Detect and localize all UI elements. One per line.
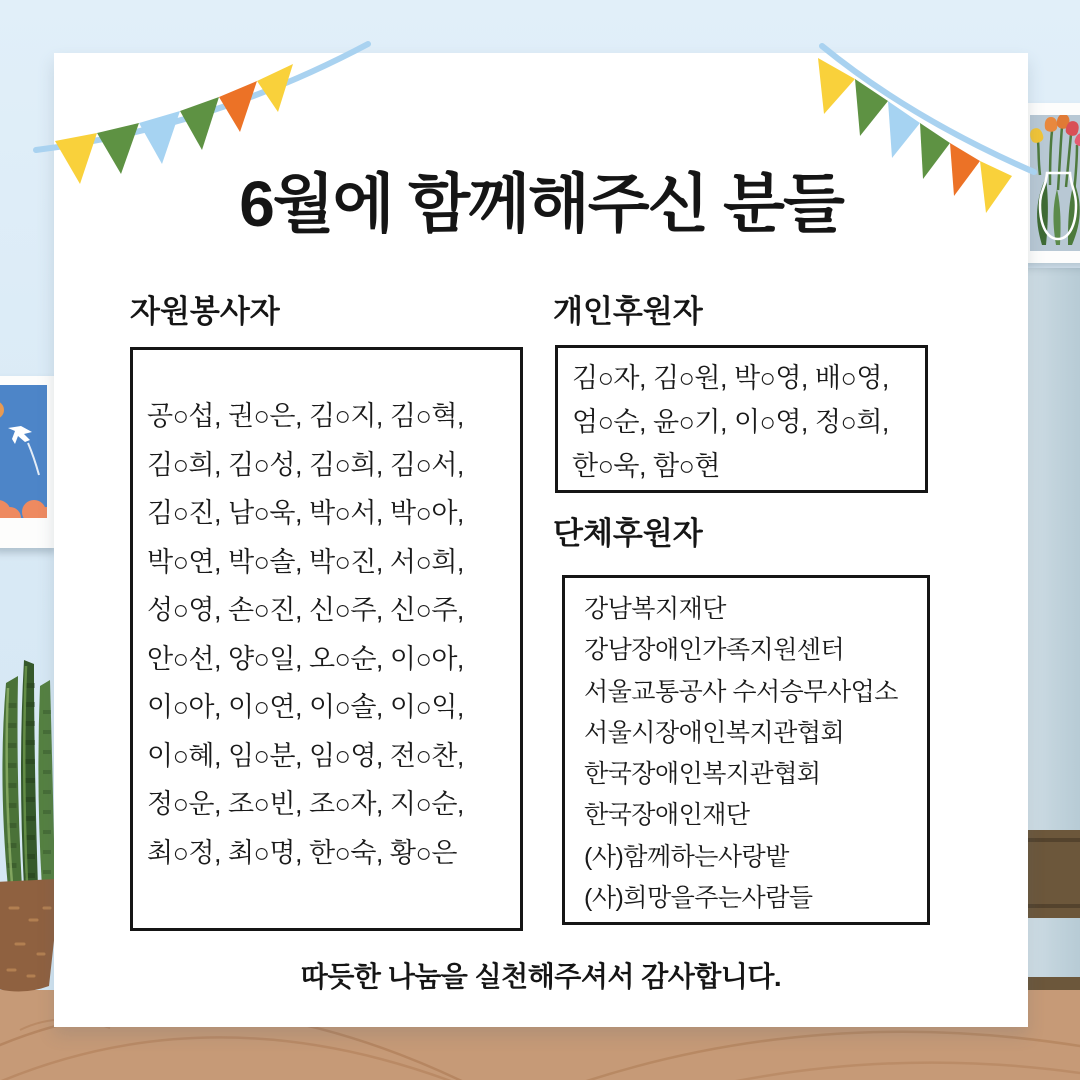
volunteer-name-line: 최○정, 최○명, 한○숙, 황○은 bbox=[147, 837, 457, 868]
airplane-illustration bbox=[0, 385, 47, 518]
cabinet-band-line bbox=[1028, 838, 1080, 842]
individual-sponsor-line: 엄○순, 윤○기, 이○영, 정○희, bbox=[572, 407, 889, 437]
volunteer-name-line: 이○혜, 임○분, 임○영, 전○찬, bbox=[147, 740, 464, 771]
tulip-picture-frame bbox=[1022, 103, 1080, 263]
group-sponsor-line: 한국장애인복지관협회 bbox=[584, 760, 821, 789]
individual-sponsor-line: 김○자, 김○원, 박○영, 배○영, bbox=[572, 363, 889, 393]
volunteer-name-line: 김○희, 김○성, 김○희, 김○서, bbox=[147, 449, 464, 480]
tulip-flower-yellow bbox=[1030, 127, 1045, 145]
group-sponsor-line: (사)함께하는사랑밭 bbox=[584, 842, 789, 871]
contrail bbox=[28, 443, 39, 475]
airplane-icon bbox=[8, 426, 32, 444]
section-label-individual-sponsors: 개인후원자 bbox=[553, 294, 703, 329]
cabinet-brown-band bbox=[1028, 830, 1080, 918]
cabinet-brown-stripe bbox=[1028, 977, 1080, 990]
volunteer-name-line: 김○진, 남○욱, 박○서, 박○아, bbox=[147, 498, 464, 528]
group-sponsor-line: 서울교통공사 수서승무사업소 bbox=[584, 677, 898, 706]
group-sponsor-line: 한국장애인재단 bbox=[584, 801, 750, 830]
volunteer-name-line: 성○영, 손○진, 신○주, 신○주, bbox=[147, 595, 464, 625]
poster-title: 6월에 함께해주신 분들 bbox=[239, 168, 843, 240]
tulip-illustration bbox=[1030, 115, 1080, 251]
tulip-flower-orange bbox=[1045, 117, 1058, 132]
volunteer-name-line: 안○선, 양○일, 오○순, 이○아, bbox=[147, 643, 464, 674]
section-label-group-sponsors: 단체후원자 bbox=[553, 516, 703, 551]
cabinet-band-line bbox=[1028, 904, 1080, 908]
volunteer-name-line: 이○아, 이○연, 이○솔, 이○익, bbox=[147, 692, 464, 722]
airplane-photo-picture bbox=[0, 385, 47, 518]
tulip-leaf bbox=[1053, 189, 1060, 245]
volunteer-name-line: 박○연, 박○솔, 박○진, 서○희, bbox=[147, 546, 464, 577]
individual-sponsors-name-list bbox=[572, 356, 889, 488]
sun-icon bbox=[0, 401, 4, 419]
group-sponsor-line: 강남장애인가족지원센터 bbox=[584, 636, 845, 665]
volunteer-name-line: 공○섭, 권○은, 김○지, 김○혁, bbox=[147, 401, 464, 431]
volunteer-name-line: 정○운, 조○빈, 조○자, 지○순, bbox=[147, 789, 464, 819]
volunteers-name-list bbox=[147, 392, 464, 877]
cabinet bbox=[1028, 268, 1080, 990]
section-label-volunteers: 자원봉사자 bbox=[130, 294, 280, 329]
group-sponsor-line: 서울시장애인복지관협회 bbox=[584, 718, 845, 747]
airplane-photo bbox=[0, 376, 56, 548]
group-sponsor-line: (사)희망을주는사람들 bbox=[584, 884, 813, 913]
tulip-picture bbox=[1030, 115, 1080, 251]
group-sponsors-list bbox=[584, 589, 898, 919]
thanks-message: 따듯한 나눔을 실천해주셔서 감사합니다. bbox=[300, 961, 782, 992]
group-sponsor-line: 강남복지재단 bbox=[584, 595, 726, 623]
potted-plant bbox=[0, 658, 62, 998]
individual-sponsor-line: 한○욱, 함○현 bbox=[572, 451, 720, 481]
